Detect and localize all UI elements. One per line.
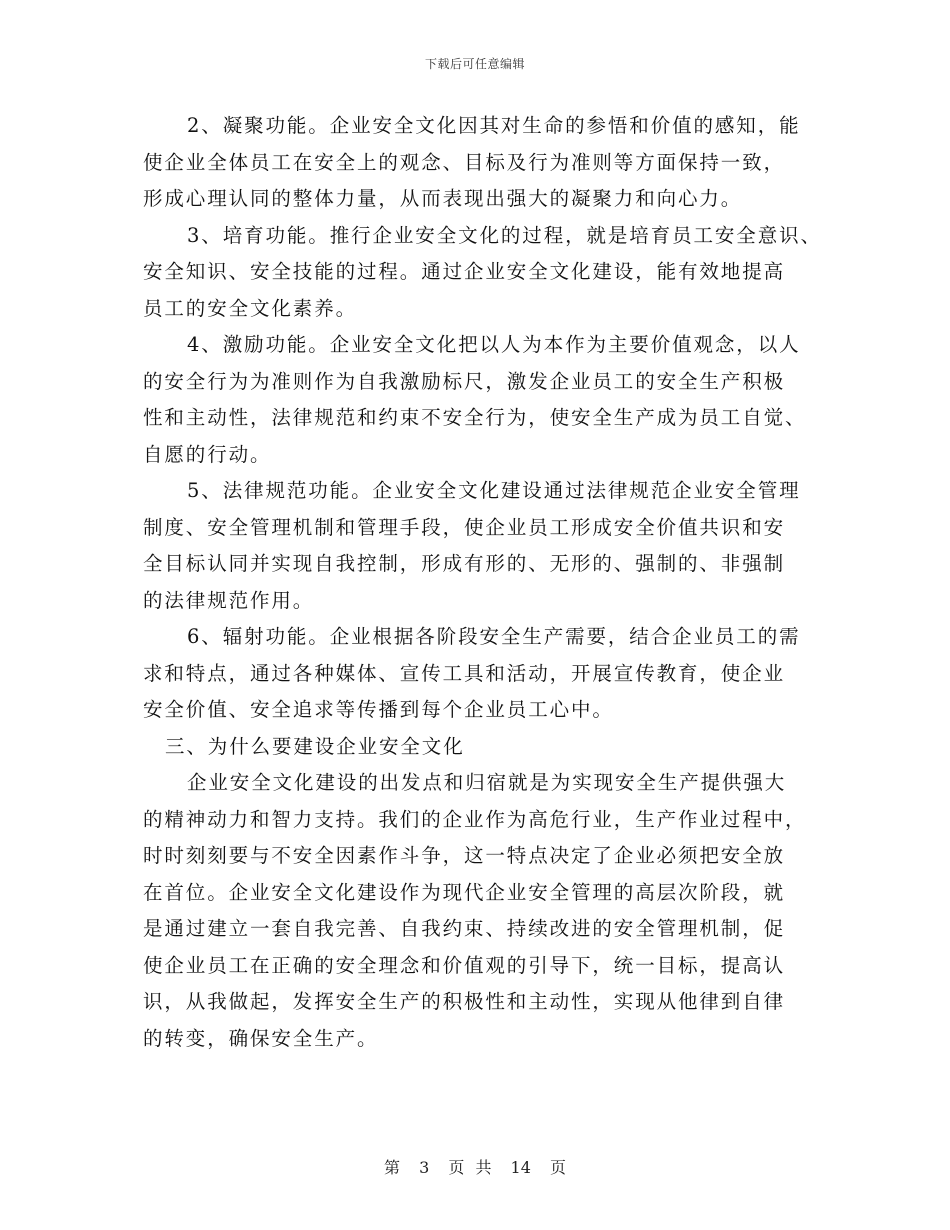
paragraph-motivation xyxy=(143,327,815,473)
paragraph-cohesion xyxy=(143,108,815,218)
text-line: 2、凝聚功能。企业安全文化因其对生命的参悟和价值的感知，能 xyxy=(187,114,801,137)
text-line: 安全价值、安全追求等传播到每个企业员工心中。 xyxy=(143,698,614,721)
text-line: 使企业员工在正确的安全理念和价值观的引导下，统一目标，提高认 xyxy=(143,953,786,977)
text-line: 形成心理认同的整体力量，从而表现出强大的凝聚力和向心力。 xyxy=(143,187,743,210)
text-line: 的法律规范作用。 xyxy=(143,588,315,612)
text-line: 的安全行为为准则作为自我激励标尺，激发企业员工的安全生产积极 xyxy=(143,369,786,393)
text-line: 是通过建立一套自我完善、自我约束、持续改进的安全管理机制，促 xyxy=(143,917,786,940)
text-line: 的转变，确保安全生产。 xyxy=(143,1026,379,1050)
text-line: 的精神动力和智力支持。我们的企业作为高危行业，生产作业过程中， xyxy=(143,807,807,831)
text-line: 3、培育功能。推行企业安全文化的过程，就是培育员工安全意识、 xyxy=(187,223,822,247)
paragraph-why-build xyxy=(143,765,815,1057)
text-line: 自愿的行动。 xyxy=(143,442,272,466)
page-header: 下载后可任意编辑 xyxy=(424,57,525,71)
paragraph-legal-norms xyxy=(143,473,815,619)
text-line: 使企业全体员工在安全上的观念、目标及行为准则等方面保持一致， xyxy=(143,150,786,174)
footer-total-pages: 14 xyxy=(510,1158,531,1177)
text-line: 识，从我做起，发挥安全生产的积极性和主动性，实现从他律到自律 xyxy=(143,990,786,1013)
footer-middle: 页 共 xyxy=(448,1158,492,1177)
text-line: 制度、安全管理机制和管理手段，使企业员工形成安全价值共识和安 xyxy=(143,515,786,539)
text-line: 在首位。企业安全文化建设作为现代企业安全管理的高层次阶段，就 xyxy=(143,880,786,904)
text-line: 时时刻刻要与不安全因素作斗争，这一特点决定了企业必须把安全放 xyxy=(143,844,786,867)
document-body xyxy=(143,108,822,1057)
text-line: 安全知识、安全技能的过程。通过企业安全文化建设，能有效地提高 xyxy=(143,260,786,283)
paragraph-cultivation xyxy=(143,218,822,328)
text-line: 全目标认同并实现自我控制，形成有形的、无形的、强制的、非强制 xyxy=(143,552,786,575)
footer-prefix: 第 xyxy=(383,1158,400,1177)
footer-page-number: 3 xyxy=(419,1158,430,1177)
text-line: 求和特点，通过各种媒体、宣传工具和活动，开展宣传教育，使企业 xyxy=(143,661,786,685)
text-line: 6、辐射功能。企业根据各阶段安全生产需要，结合企业员工的需 xyxy=(187,625,801,648)
section-heading xyxy=(143,729,815,766)
text-line: 性和主动性，法律规范和约束不安全行为，使安全生产成为员工自觉、 xyxy=(143,406,807,429)
text-line: 员工的安全文化素养。 xyxy=(143,296,358,320)
text-line: 企业安全文化建设的出发点和归宿就是为实现安全生产提供强大 xyxy=(187,771,787,794)
page-footer xyxy=(0,1155,950,1178)
paragraph-radiation xyxy=(143,619,815,729)
text-line: 5、法律规范功能。企业安全文化建设通过法律规范企业安全管理 xyxy=(187,479,801,502)
footer-suffix: 页 xyxy=(550,1158,567,1177)
section-heading-text: 三、为什么要建设企业安全文化 xyxy=(165,734,465,758)
text-line: 4、激励功能。企业安全文化把以人为本作为主要价值观念，以人 xyxy=(187,333,801,356)
